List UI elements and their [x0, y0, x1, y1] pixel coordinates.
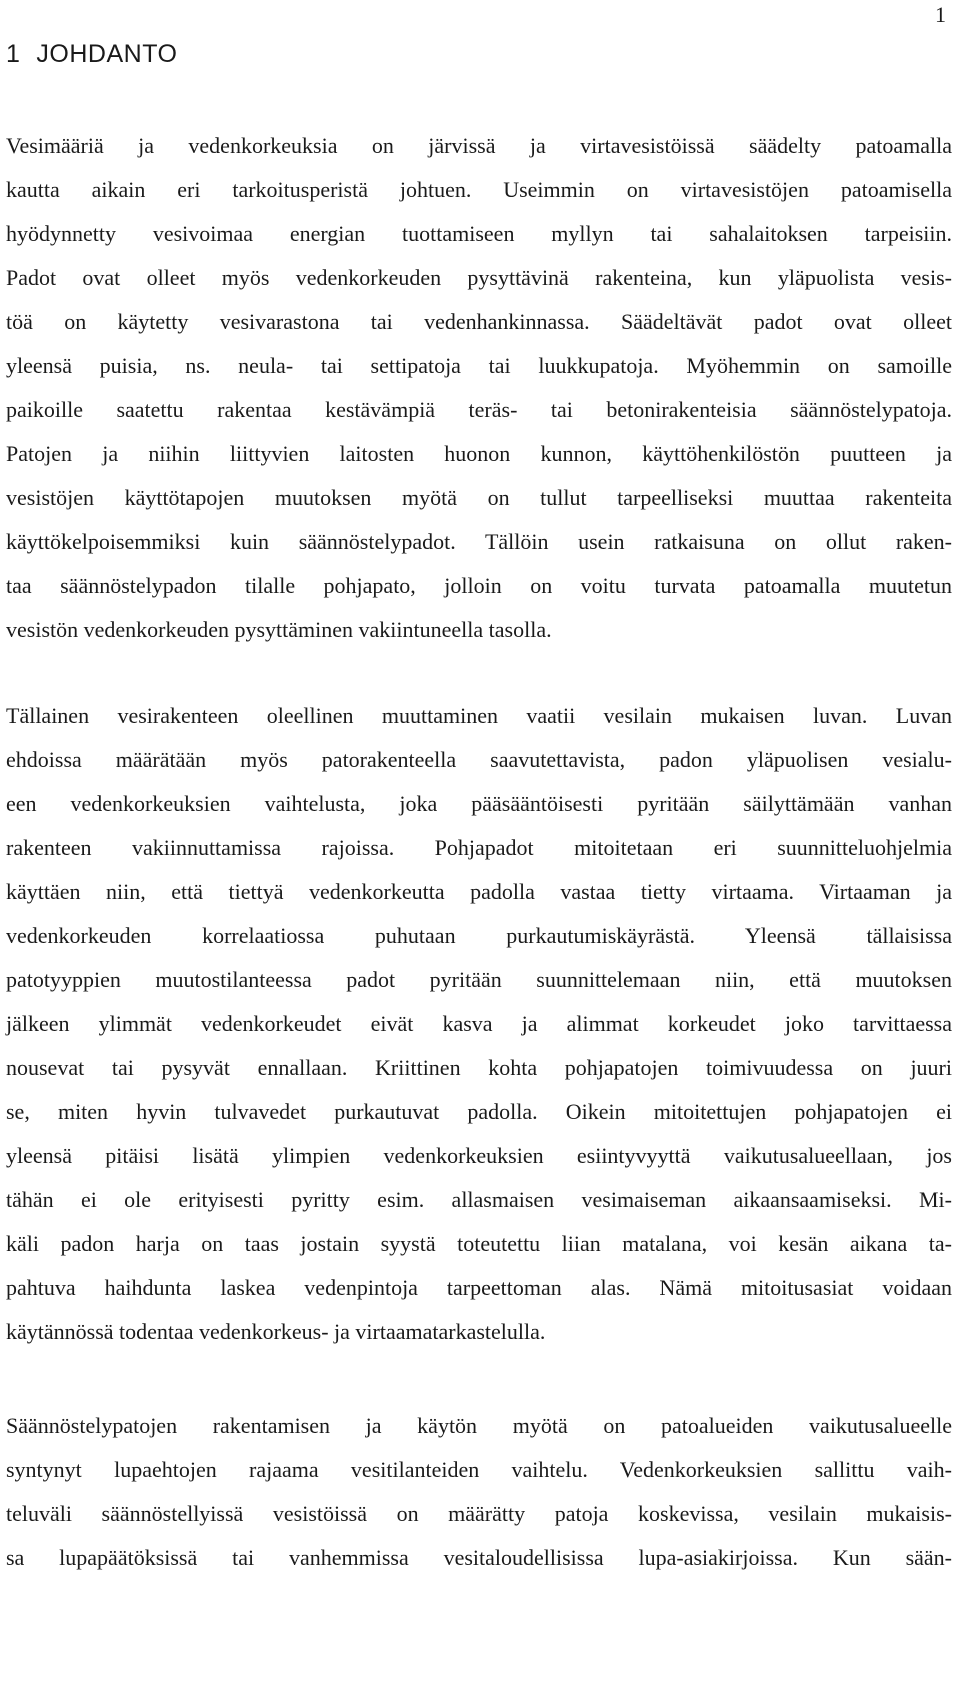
text-line: Tällainen vesirakenteen oleellinen muuttaminen vaatii vesilain mukaisen luvan. Luvan — [6, 703, 952, 728]
text-line: vesistöjen käyttötapojen muutoksen myötä on tullut tarpeelliseksi muuttaa rakenteita — [6, 485, 952, 510]
text-line: teluväli säännöstellyissä vesistöissä on määrätty patoja koskevissa, vesilain mukaisis- — [6, 1501, 952, 1526]
text-line: sa lupapäätöksissä tai vanhemmissa vesitaloudellisissa lupa-asiakirjoissa. Kun sään- — [6, 1545, 952, 1570]
text-line: jälkeen ylimmät vedenkorkeudet eivät kasva ja alimmat korkeudet joko tarvittaessa — [6, 1011, 952, 1036]
section-title: JOHDANTO — [36, 40, 178, 68]
text-line: tähän ei ole erityisesti pyritty esim. allasmaisen vesimaiseman aikaansaamiseksi. Mi- — [6, 1187, 952, 1212]
text-line: syntynyt lupaehtojen rajaama vesitilanteiden vaihtelu. Vedenkorkeuksien sallittu vaih- — [6, 1457, 952, 1482]
text-line: een vedenkorkeuksien vaihtelusta, joka pääsääntöisesti pyritään säilyttämään vanhan — [6, 791, 952, 816]
text-line: töä on käytetty vesivarastona tai vedenhankinnassa. Säädeltävät padot ovat olleet — [6, 309, 952, 334]
text-line: pahtuva haihdunta laskea vedenpintoja tarpeettoman alas. Nämä mitoitusasiat voidaan — [6, 1275, 952, 1300]
text-line: vesistön vedenkorkeuden pysyttäminen vakiintuneella tasolla. — [6, 617, 552, 642]
text-line: nousevat tai pysyvät ennallaan. Kriittinen kohta pohjapatojen toimivuudessa on juuri — [6, 1055, 952, 1080]
text-line: paikoille saatettu rakentaa kestävämpiä teräs- tai betonirakenteisia säännöstelypatoja. — [6, 397, 952, 422]
text-line: yleensä pitäisi lisätä ylimpien vedenkorkeuksien esiintyvyyttä vaikutusalueellaan, jos — [6, 1143, 952, 1168]
text-line: käytännössä todentaa vedenkorkeus- ja virtaamatarkastelulla. — [6, 1319, 546, 1344]
text-line: Säännöstelypatojen rakentamisen ja käytön myötä on patoalueiden vaikutusalueelle — [6, 1413, 952, 1438]
text-line: Padot ovat olleet myös vedenkorkeuden pysyttävinä rakenteina, kun yläpuolista vesis- — [6, 265, 952, 290]
text-line: käli padon harja on taas jostain syystä toteutettu liian matalana, voi kesän aikana ta- — [6, 1231, 952, 1256]
text-line: se, miten hyvin tulvavedet purkautuvat padolla. Oikein mitoitettujen pohjapatojen ei — [6, 1099, 952, 1124]
text-line: ehdoissa määrätään myös patorakenteella saavutettavista, padon yläpuolisen vesialu- — [6, 747, 952, 772]
text-line: yleensä puisia, ns. neula- tai settipatoja tai luukkupatoja. Myöhemmin on samoille — [6, 353, 952, 378]
text-line: käyttäen niin, että tiettyä vedenkorkeutta padolla vastaa tietty virtaama. Virtaaman ja — [6, 879, 952, 904]
text-line: rakenteen vakiinnuttamissa rajoissa. Pohjapadot mitoitetaan eri suunnitteluohjelmia — [6, 835, 952, 860]
page-number: 1 — [935, 2, 946, 27]
section-heading — [6, 40, 177, 69]
text-line: vedenkorkeuden korrelaatiossa puhutaan purkautumiskäyrästä. Yleensä tällaisissa — [6, 923, 952, 948]
paragraph-2 — [6, 694, 952, 1354]
text-line: käyttökelpoisemmiksi kuin säännöstelypadot. Tällöin usein ratkaisuna on ollut raken- — [6, 529, 952, 554]
text-line: patotyyppien muutostilanteessa padot pyritään suunnittelemaan niin, että muutoksen — [6, 967, 952, 992]
section-number: 1 — [6, 40, 21, 68]
text-line: hyödynnetty vesivoimaa energian tuottamiseen myllyn tai sahalaitoksen tarpeisiin. — [6, 221, 952, 246]
paragraph-3 — [6, 1404, 952, 1580]
text-line: kautta aikain eri tarkoitusperistä johtuen. Useimmin on virtavesistöjen patoamisella — [6, 177, 952, 202]
text-line: Patojen ja niihin liittyvien laitosten huonon kunnon, käyttöhenkilöstön puutteen ja — [6, 441, 952, 466]
text-line: Vesimääriä ja vedenkorkeuksia on järvissä ja virtavesistöissä säädelty patoamalla — [6, 133, 952, 158]
paragraph-1 — [6, 124, 952, 652]
text-line: taa säännöstelypadon tilalle pohjapato, jolloin on voitu turvata patoamalla muutetun — [6, 573, 952, 598]
